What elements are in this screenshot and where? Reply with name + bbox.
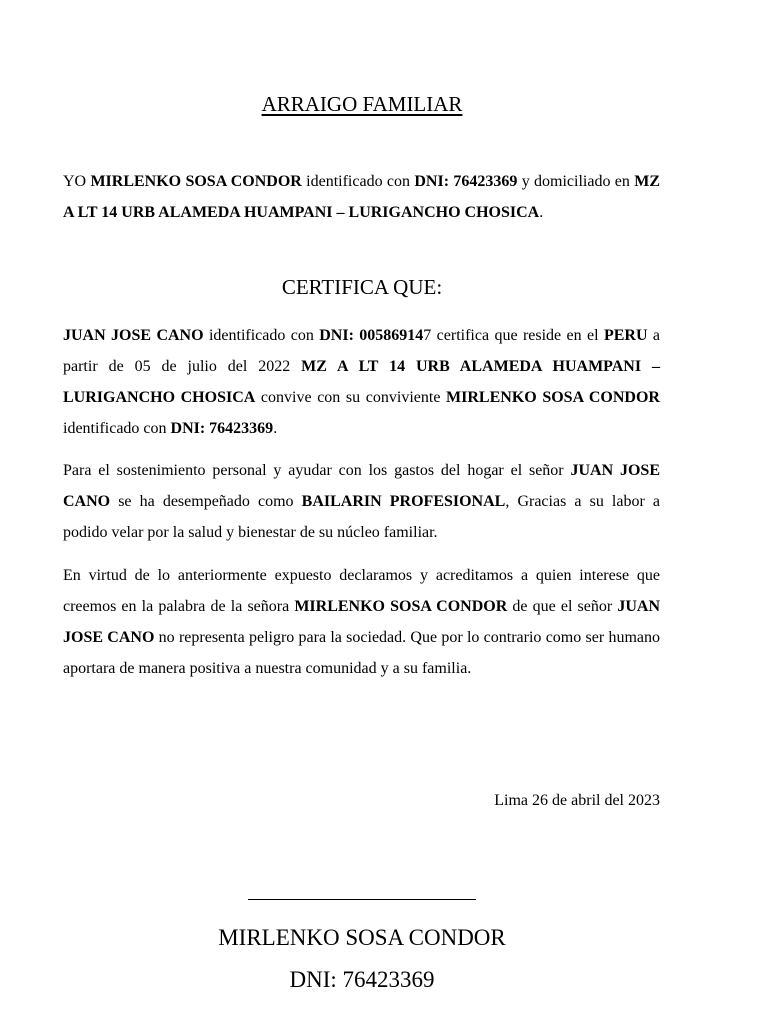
signature-line bbox=[248, 899, 476, 900]
intro-text-3: y domiciliado en bbox=[517, 173, 635, 190]
declarant-address: MZ A LT 14 URB ALAMEDA HUAMPANI – LURIGANCHO CHOSICA bbox=[63, 173, 661, 221]
subject-name: JUAN JOSE CANO bbox=[63, 462, 661, 510]
p4-text-3: no representa peligro para la sociedad. Que por lo contrario como ser humano aportara de manera positiva a nuestra comunidad y a su familia. bbox=[63, 629, 660, 677]
declarant-dni: DNI: 76423369 bbox=[414, 173, 518, 190]
p3-text-2: se ha desempeñado como bbox=[110, 493, 302, 510]
intro-paragraph bbox=[63, 166, 660, 228]
country: PERU bbox=[603, 327, 648, 344]
p3-text-3: , Gracias a su labor a podido velar por la salud y bienestar de su núcleo familiar. bbox=[63, 493, 660, 541]
place-date: Lima 26 de abril del 2023 bbox=[494, 792, 660, 809]
p2-text-6: . bbox=[273, 420, 278, 437]
certification-paragraph bbox=[63, 320, 660, 444]
subject-name: JUAN JOSE CANO bbox=[63, 327, 204, 344]
intro-text-1: YO bbox=[63, 173, 91, 190]
declaration-paragraph bbox=[63, 560, 660, 684]
partner-name: MIRLENKO SOSA CONDOR bbox=[446, 389, 660, 406]
intro-text-2: identificado con bbox=[301, 173, 415, 190]
signer-dni: DNI: 76423369 bbox=[289, 967, 435, 992]
signer-name: MIRLENKO SOSA CONDOR bbox=[218, 925, 506, 950]
certifies-heading: CERTIFICA QUE: bbox=[281, 275, 443, 299]
p2-text-3: a partir de 05 de julio del 2022 bbox=[63, 327, 661, 375]
subject-address: MZ A LT 14 URB ALAMEDA HUAMPANI – LURIGANCHO CHOSICA bbox=[63, 358, 661, 406]
partner-name: MIRLENKO SOSA CONDOR bbox=[294, 598, 508, 615]
document-title: ARRAIGO FAMILIAR bbox=[261, 92, 463, 116]
p2-text-4: convive con su conviviente bbox=[255, 389, 447, 406]
occupation: BAILARIN PROFESIONAL bbox=[301, 493, 506, 510]
subject-name: JUAN JOSE CANO bbox=[63, 598, 660, 646]
support-paragraph bbox=[63, 455, 660, 548]
p4-text-1: En virtud de lo anteriormente expuesto declaramos y acreditamos a quien interese que creemos en la palabra de la señora bbox=[63, 567, 660, 615]
p2-text-2: 7 certifica que reside en el bbox=[423, 327, 604, 344]
intro-text-4: . bbox=[539, 204, 544, 221]
p2-text-5: identificado con bbox=[63, 420, 171, 437]
p2-text-1: identificado con bbox=[203, 327, 320, 344]
p4-text-2: de que el señor bbox=[507, 598, 618, 615]
partner-dni: DNI: 76423369 bbox=[170, 420, 274, 437]
declarant-name: MIRLENKO SOSA CONDOR bbox=[90, 173, 302, 190]
p3-text-1: Para el sostenimiento personal y ayudar con los gastos del hogar el señor bbox=[63, 462, 571, 479]
subject-dni: DNI: 00586914 bbox=[319, 327, 424, 344]
